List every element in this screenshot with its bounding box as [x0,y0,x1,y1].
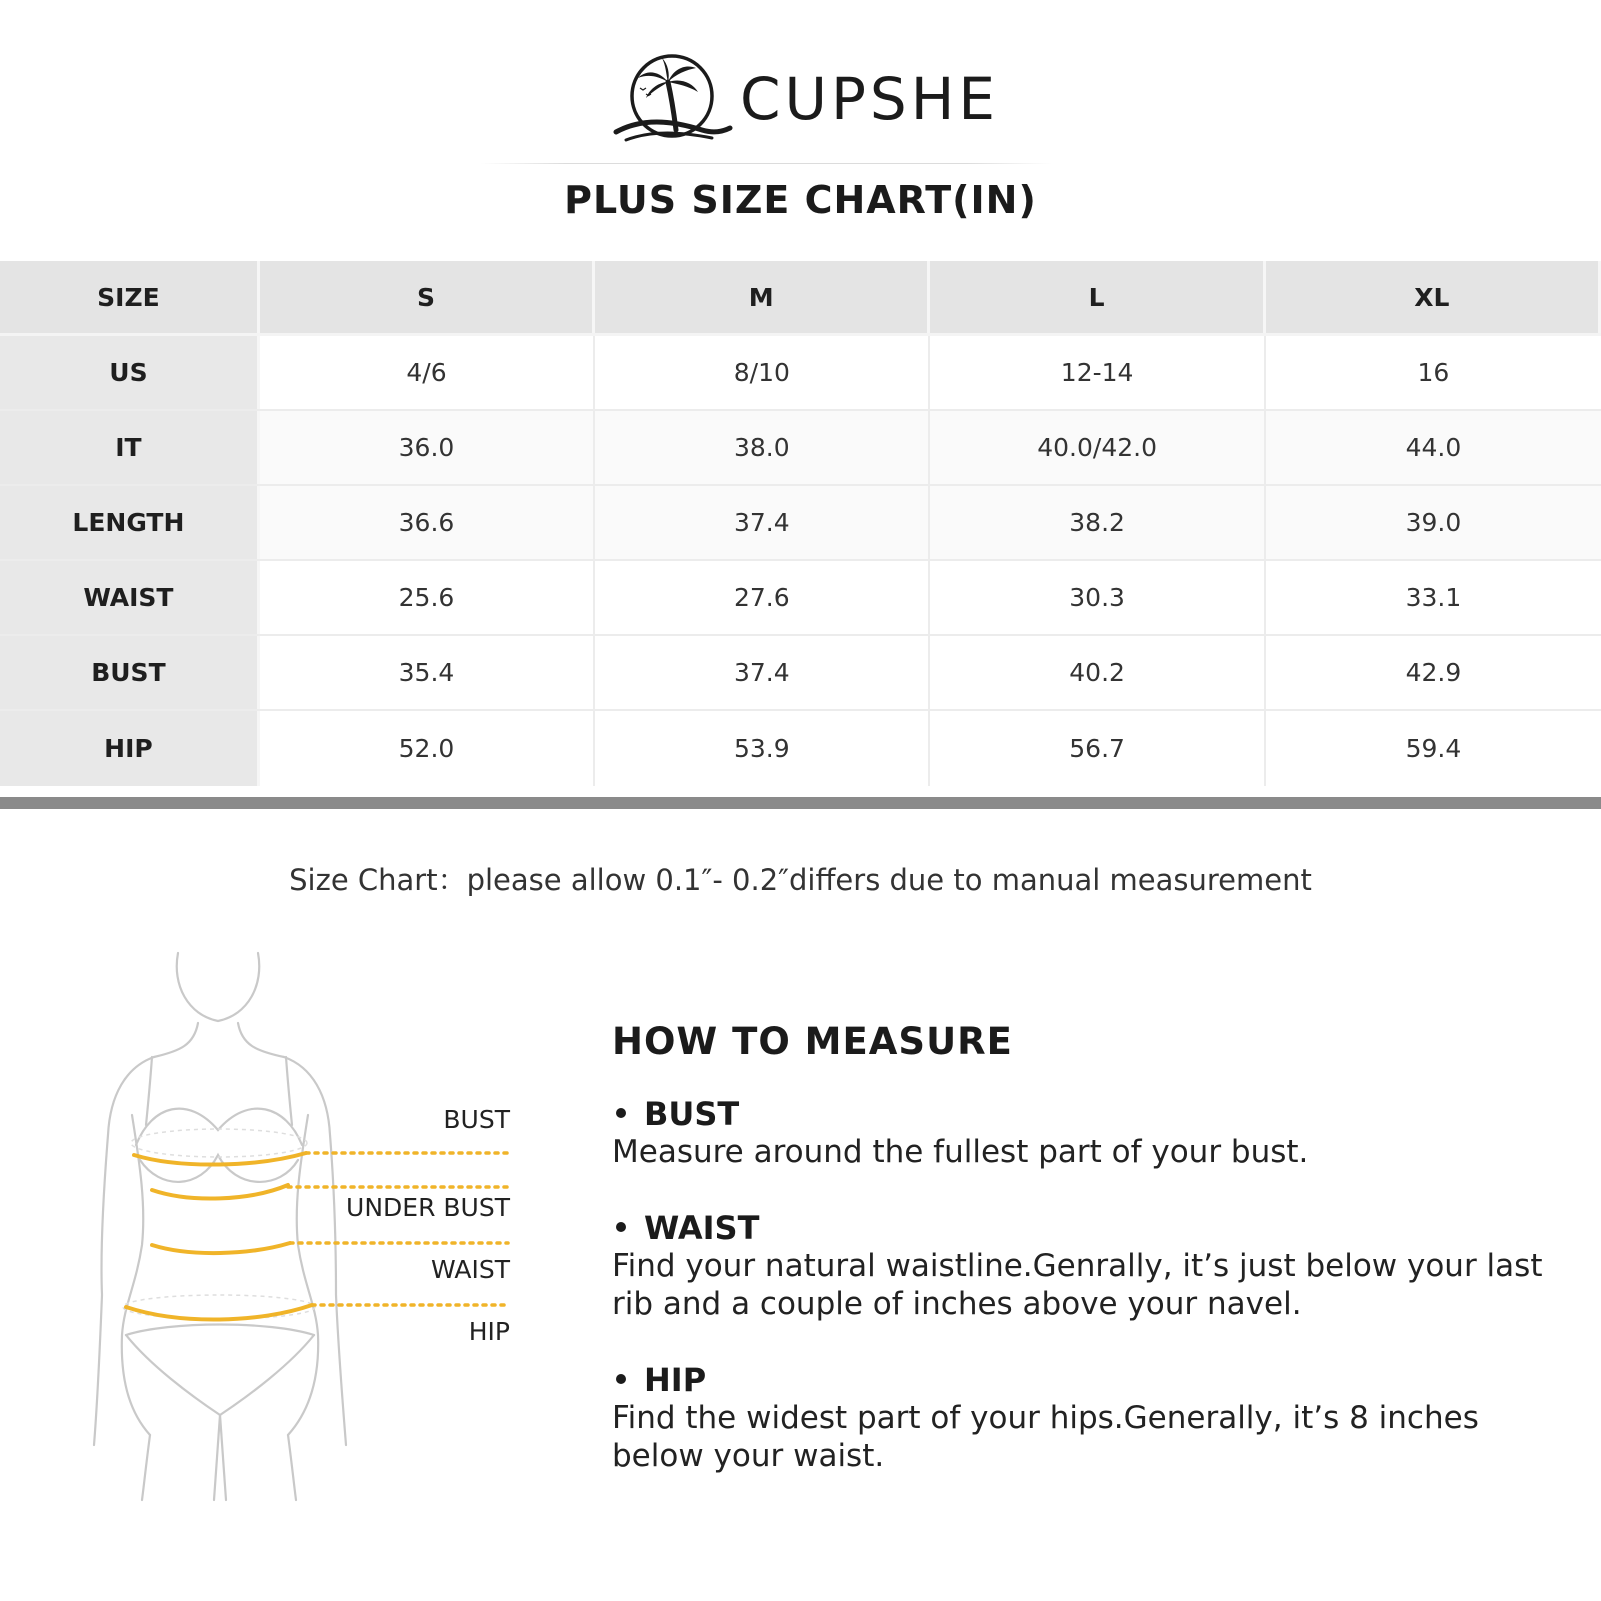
table-bottom-border [0,797,1601,809]
table-cell: 59.4 [1405,734,1462,763]
table-cell: 27.6 [595,561,930,634]
table-row [0,561,1601,636]
row-label-length: LENGTH [0,486,260,559]
how-to-measure-title: HOW TO MEASURE [612,1020,1013,1063]
palm-tree-icon [612,52,734,142]
table-header-row [0,261,1601,336]
measure-item-hip [612,1361,1552,1475]
figure-label-hip: HIP [468,1317,510,1346]
table-cell: 39.0 [1266,486,1601,559]
page-title: PLUS SIZE CHART(IN) [564,178,1037,222]
column-header-size: SIZE [0,261,260,333]
table-cell: 16 [1417,358,1450,387]
title-divider [480,163,1052,164]
figure-label-waist: WAIST [431,1255,510,1284]
table-row [0,336,1601,411]
measure-text: Measure around the fullest part of your bust. [612,1134,1309,1170]
row-label-it: IT [0,411,260,484]
table-cell: 38.2 [930,486,1265,559]
measure-text: Find your natural waistline.Genrally, it’s just below your last rib and a couple of inches above your navel. [612,1248,1543,1322]
column-header-xl: XL [1266,261,1601,333]
table-row [0,636,1601,711]
measure-heading: WAIST [644,1209,760,1247]
body-measurement-figure [80,945,520,1505]
table-cell: 4/6 [260,336,595,409]
table-row [0,486,1601,561]
table-cell: 35.4 [260,636,595,709]
figure-label-bust: BUST [443,1105,510,1134]
measure-heading: BUST [644,1095,740,1133]
table-cell: 36.6 [260,486,595,559]
table-cell: 38.0 [595,411,930,484]
brand-logo [612,52,1000,142]
table-cell: 36.0 [260,411,595,484]
table-cell: 37.4 [595,636,930,709]
table-cell: 44.0 [1266,411,1601,484]
row-label-hip: HIP [0,711,260,786]
row-label-us: US [0,336,260,409]
bullet-icon [616,1222,626,1232]
bullet-icon [616,1108,626,1118]
table-cell: 40.2 [930,636,1265,709]
table-cell: 33.1 [1405,583,1462,612]
table-cell: 53.9 [595,711,930,786]
row-label-bust: BUST [0,636,260,709]
brand-name: CUPSHE [740,65,1000,133]
row-label-waist: WAIST [0,561,260,634]
bullet-icon [616,1374,626,1384]
column-header-l: L [930,261,1265,333]
figure-label-under-bust: UNDER BUST [346,1193,510,1222]
table-cell: 30.3 [930,561,1265,634]
table-cell: 42.9 [1405,658,1462,687]
table-cell: 40.0/42.0 [930,411,1265,484]
body-outline-illustration [80,945,520,1505]
table-cell: 8/10 [595,336,930,409]
table-cell: 25.6 [260,561,595,634]
measurement-note: Size Chart：please allow 0.1″- 0.2″differs due to manual measurement [289,863,1312,897]
measure-text: Find the widest part of your hips.Generally, it’s 8 inches below your waist. [612,1400,1479,1474]
size-table [0,261,1601,786]
table-cell: 56.7 [930,711,1265,786]
column-header-m: M [595,261,930,333]
table-row [0,711,1601,786]
measure-item-waist [612,1209,1552,1323]
table-row [0,411,1601,486]
measure-item-bust [612,1095,1552,1171]
measure-heading: HIP [644,1361,707,1399]
table-cell: 37.4 [595,486,930,559]
how-to-measure-section [612,1020,1552,1513]
table-cell: 12-14 [930,336,1265,409]
column-header-s: S [260,261,595,333]
table-cell: 52.0 [260,711,595,786]
